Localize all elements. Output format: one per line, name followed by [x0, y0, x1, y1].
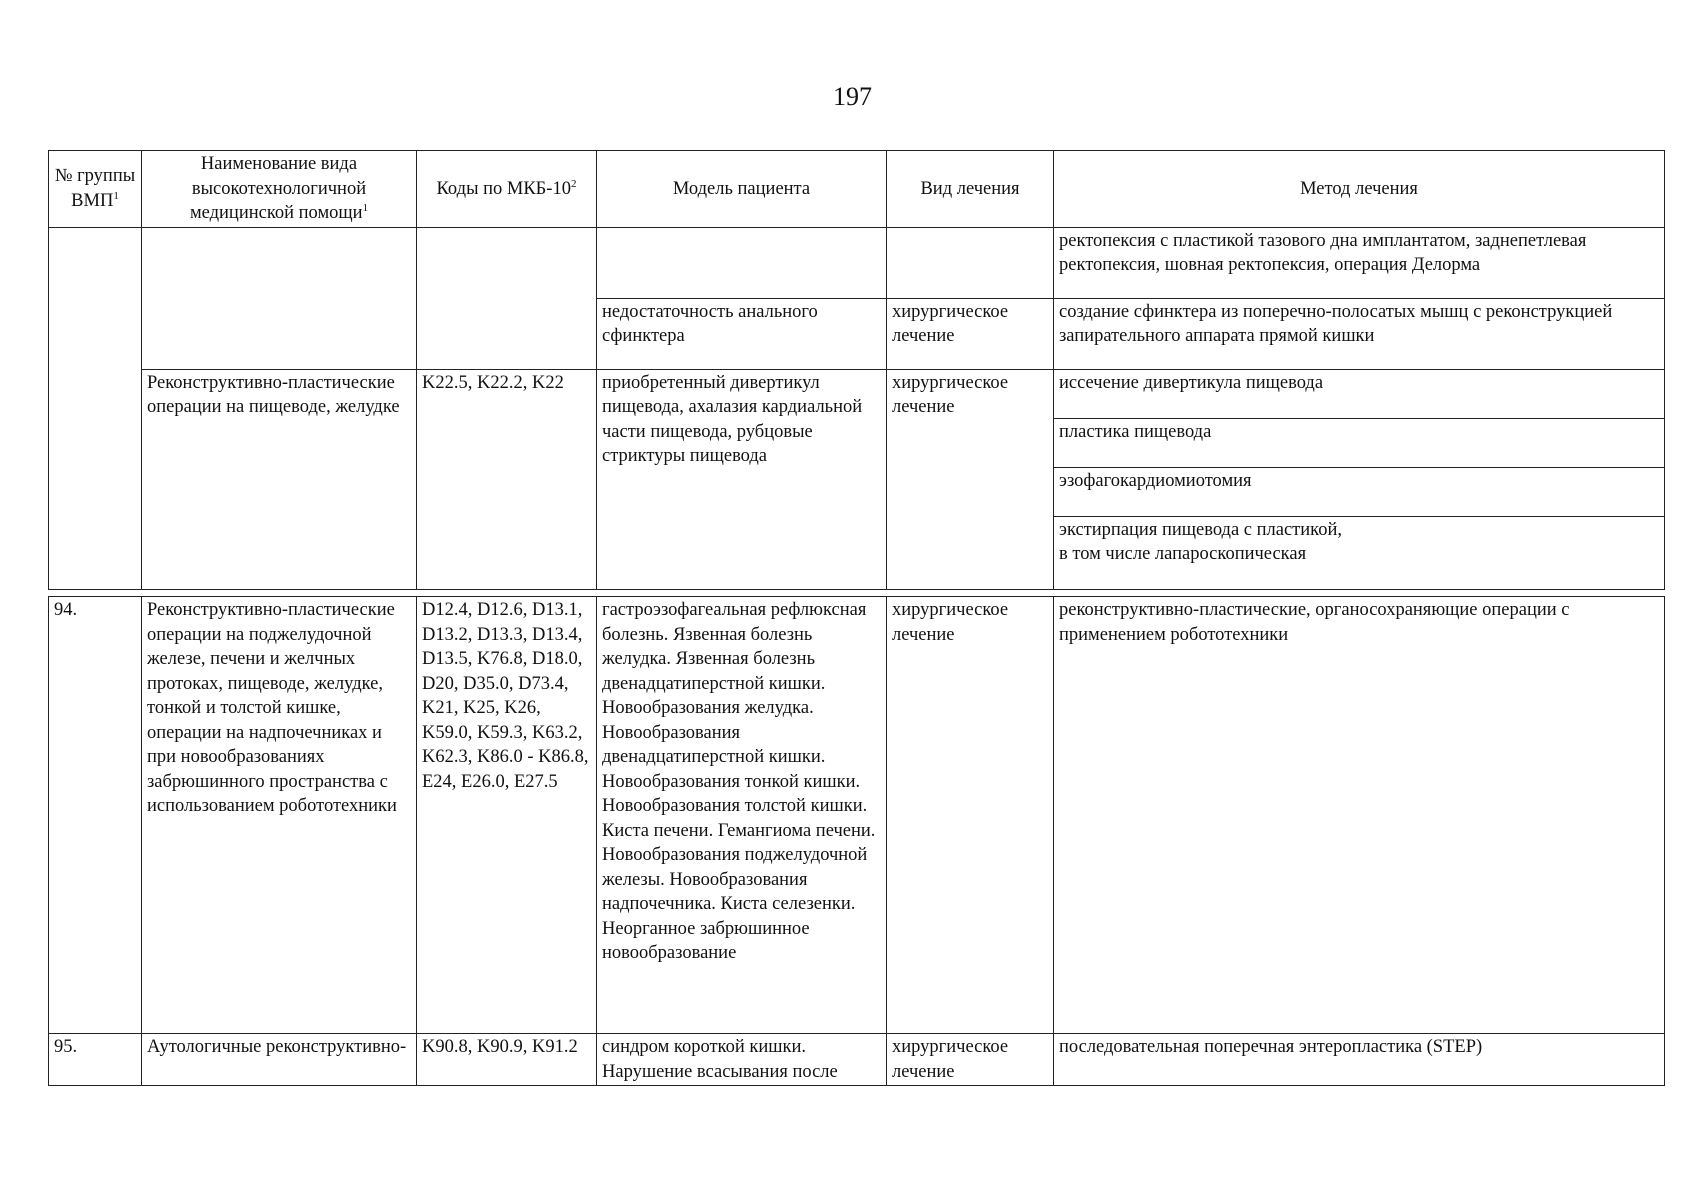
cell-treatment-method: реконструктивно-пластические, органосохраняющие операции с применением робототехники — [1054, 597, 1665, 1034]
cell-treatment-method: иссечение дивертикула пищевода — [1054, 369, 1665, 418]
cell-patient-model: синдром короткой кишки. Нарушение всасывания после — [597, 1034, 887, 1086]
cell-treatment-type: хирургическое лечение — [887, 298, 1054, 369]
cell-treatment-method: последовательная поперечная энтеропластика (STEP) — [1054, 1034, 1665, 1086]
cell-icd-codes: D12.4, D12.6, D13.1, D13.2, D13.3, D13.4, D13.5, K76.8, D18.0, D20, D35.0, D73.4, K21, K25, K26, K59.0, K59.3, K63.2, K62.3, K86.0 - K86.8, E24, E26.0, E27.5 — [417, 597, 597, 1034]
table-header-row — [49, 151, 1665, 228]
header-patient-model: Модель пациента — [597, 151, 887, 228]
cell-icd-codes: K22.5, K22.2, K22 — [417, 369, 597, 589]
vmp-table — [48, 150, 1665, 590]
cell-treatment-type — [887, 227, 1054, 298]
cell-care-type — [142, 227, 417, 369]
cell-care-type: Аутологичные реконструктивно- — [142, 1034, 417, 1086]
cell-group-number: 94. — [49, 597, 142, 1034]
header-treatment-type: Вид лечения — [887, 151, 1054, 228]
cell-icd-codes: K90.8, K90.9, K91.2 — [417, 1034, 597, 1086]
cell-treatment-type: хирургическое лечение — [887, 597, 1054, 1034]
cell-treatment-type: хирургическое лечение — [887, 1034, 1054, 1086]
header-care-type: Наименование вида высокотехнологичной медицинской помощи$^1$ — [142, 151, 417, 228]
cell-patient-model: приобретенный дивертикул пищевода, ахалазия кардиальной части пищевода, рубцовые стриктуры пищевода — [597, 369, 887, 589]
vmp-table-lower — [48, 596, 1665, 1086]
page-number: 197 — [833, 82, 872, 111]
cell-treatment-method: экстирпация пищевода с пластикой, в том числе лапароскопическая — [1054, 516, 1665, 589]
header-icd-codes: Коды по МКБ-$10^2$ — [417, 151, 597, 228]
cell-icd-codes — [417, 227, 597, 369]
table-row — [49, 369, 1665, 418]
cell-care-type: Реконструктивно-пластические операции на пищеводе, желудке — [142, 369, 417, 589]
table-row — [49, 597, 1665, 1034]
table-row — [49, 1034, 1665, 1086]
header-treatment-method: Метод лечения — [1054, 151, 1665, 228]
cell-group-number: 95. — [49, 1034, 142, 1086]
cell-treatment-method: эзофагокардиомиотомия — [1054, 467, 1665, 516]
cell-group-number — [49, 227, 142, 589]
cell-treatment-method: ректопексия с пластикой тазового дна имплантатом, заднепетлевая ректопексия, шовная ректопексия, операция Делорма — [1054, 227, 1665, 298]
cell-treatment-type: хирургическое лечение — [887, 369, 1054, 589]
table-row — [49, 227, 1665, 298]
cell-treatment-method: создание сфинктера из поперечно-полосатых мышц с реконструкцией запирательного аппарата прямой кишки — [1054, 298, 1665, 369]
header-group-number: № группы ВМП$^1$ — [49, 151, 142, 228]
cell-treatment-method: пластика пищевода — [1054, 418, 1665, 467]
cell-patient-model — [597, 227, 887, 298]
cell-patient-model: гастроэзофагеальная рефлюксная болезнь. Язвенная болезнь желудка. Язвенная болезнь двенадцатиперстной кишки. Новообразования желудка. Новообразования двенадцатиперстной кишки. Новообразования тонкой кишки. Новообразования толстой кишки. Киста печени. Гемангиома печени. Новообразования поджелудочной железы. Новообразования надпочечника. Киста селезенки. Неорганное забрюшинное новообразование — [597, 597, 887, 1034]
cell-patient-model: недостаточность анального сфинктера — [597, 298, 887, 369]
cell-care-type: Реконструктивно-пластические операции на поджелудочной железе, печени и желчных протоках, пищеводе, желудке, тонкой и толстой кишке, операции на надпочечниках и при новообразованиях забрюшинного пространства с использованием робототехники — [142, 597, 417, 1034]
